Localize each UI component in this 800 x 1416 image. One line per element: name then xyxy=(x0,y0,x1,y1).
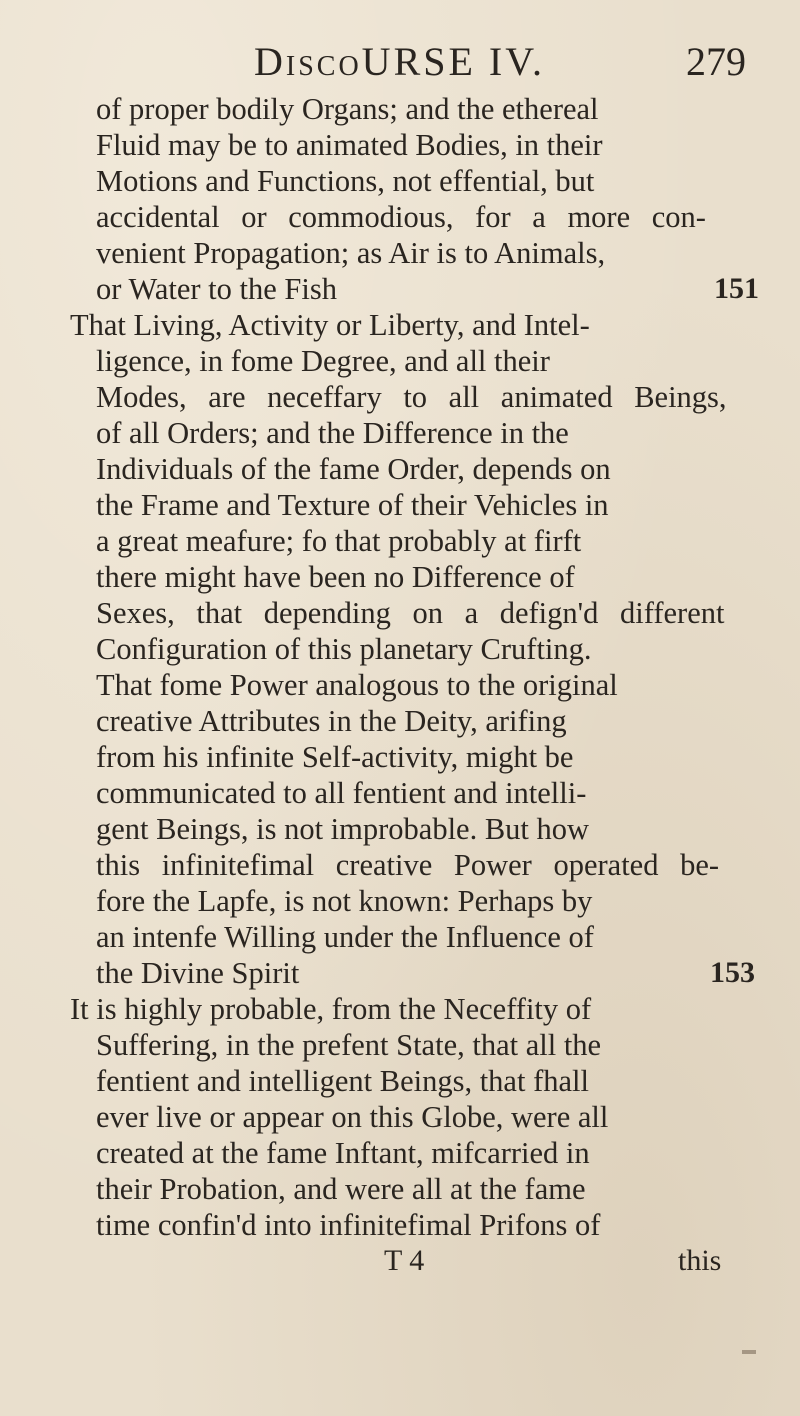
text-line: accidental or commodious, for a more con- xyxy=(96,200,706,234)
text-line: fore the Lapfe, is not known: Perhaps by xyxy=(96,884,593,918)
running-head xyxy=(0,38,800,88)
text-line: a great meafure; fo that probably at firft xyxy=(96,524,582,558)
section-marker: 153 xyxy=(710,956,755,989)
text-line: created at the fame Inftant, mifcarried in xyxy=(96,1136,590,1170)
text-line: their Probation, and were all at the fame xyxy=(96,1172,586,1206)
text-line: time confin'd into infinitefimal Prifons of xyxy=(96,1208,601,1242)
text-line: or Water to the Fish xyxy=(96,272,337,306)
page-number: 279 xyxy=(686,39,746,84)
text-line: Motions and Functions, not effential, but xyxy=(96,164,595,198)
text-line: fentient and intelligent Beings, that fhall xyxy=(96,1064,589,1098)
text-line: Configuration of this planetary Crufting. xyxy=(96,632,592,666)
text-line: of proper bodily Organs; and the ethereal xyxy=(96,92,599,126)
text-line: Suffering, in the prefent State, that all the xyxy=(96,1028,602,1062)
text-line: creative Attributes in the Deity, arifing xyxy=(96,704,567,738)
page-blemish xyxy=(742,1350,756,1354)
text-line: That fome Power analogous to the original xyxy=(96,668,618,702)
text-line: communicated to all fentient and intelli- xyxy=(96,776,587,810)
running-head-title: DiscoURSE IV. xyxy=(254,39,545,84)
text-line: an intenfe Willing under the Influence of xyxy=(96,920,594,954)
text-line: the Divine Spirit xyxy=(96,956,300,990)
text-line: from his infinite Self-activity, might be xyxy=(96,740,574,774)
text-line: ever live or appear on this Globe, were all xyxy=(96,1100,609,1134)
catchword: this xyxy=(678,1244,722,1277)
text-line: gent Beings, is not improbable. But how xyxy=(96,812,590,846)
text-line: of all Orders; and the Difference in the xyxy=(96,416,569,450)
text-line: the Frame and Texture of their Vehicles in xyxy=(96,488,609,522)
section-marker: 151 xyxy=(714,272,759,305)
text-line: That Living, Activity or Liberty, and Intel- xyxy=(70,308,590,342)
text-line: this infinitefimal creative Power operated be- xyxy=(96,848,720,882)
text-line: Individuals of the fame Order, depends on xyxy=(96,452,611,486)
text-line: there might have been no Difference of xyxy=(96,560,575,594)
text-line: Sexes, that depending on a defign'd different xyxy=(96,596,725,630)
text-line: It is highly probable, from the Neceffity of xyxy=(70,992,592,1026)
signature-mark: T 4 xyxy=(384,1244,425,1277)
text-line: Modes, are neceffary to all animated Beings, xyxy=(96,380,727,414)
text-line: venient Propagation; as Air is to Animals, xyxy=(96,236,606,270)
text-line: ligence, in fome Degree, and all their xyxy=(96,344,550,378)
text-line: Fluid may be to animated Bodies, in their xyxy=(96,128,603,162)
